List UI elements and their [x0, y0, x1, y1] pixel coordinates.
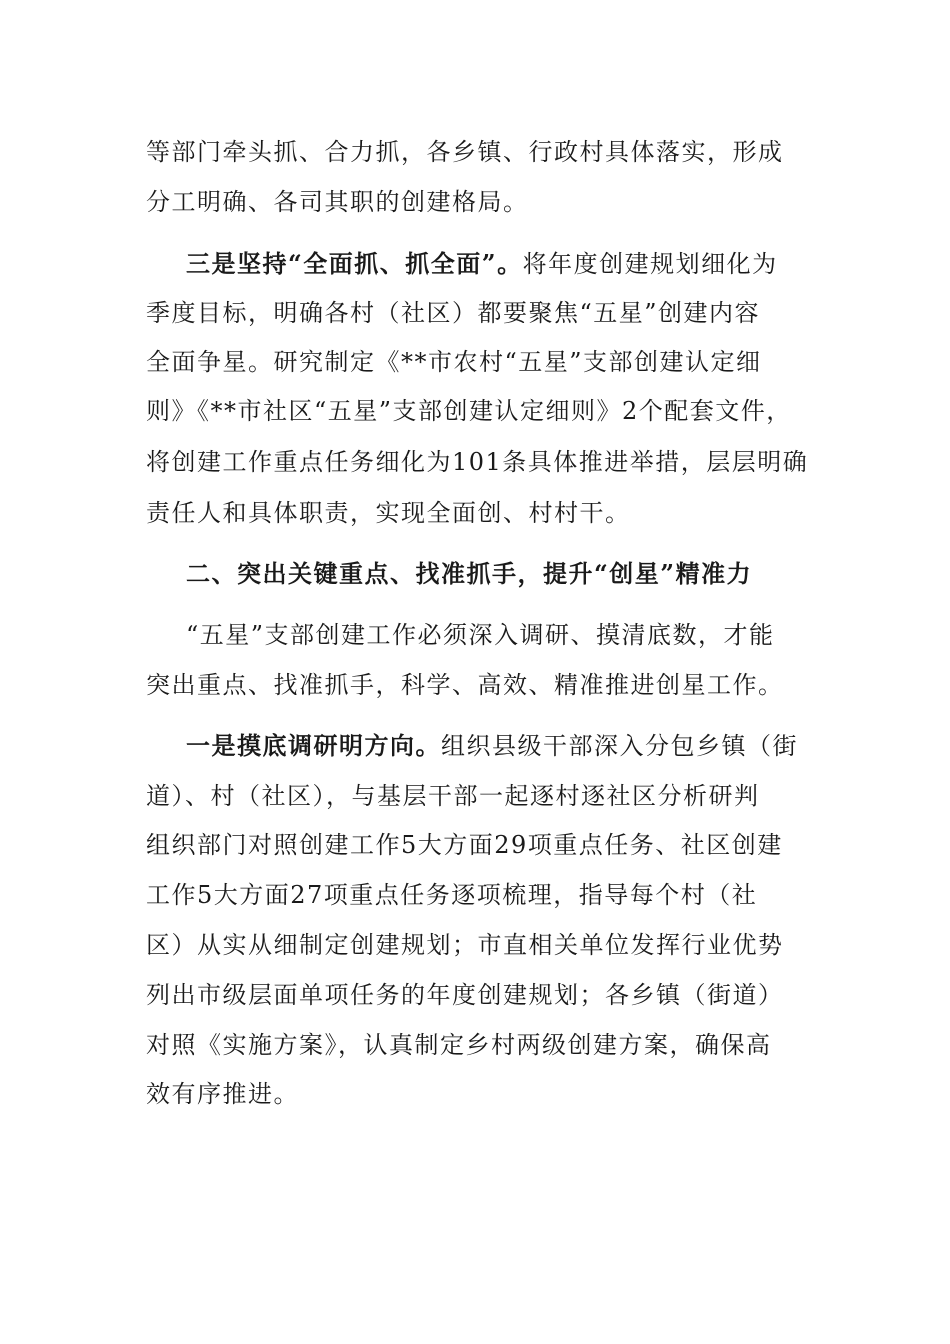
paragraph-line: 组织部门对照创建工作5大方面29项重点任务、社区创建 [146, 831, 783, 859]
paragraph-line: 区）从实从细制定创建规划；市直相关单位发挥行业优势 [146, 931, 784, 959]
paragraph-line: 列出市级层面单项任务的年度创建规划；各乡镇（街道） [146, 981, 784, 1009]
paragraph-line [186, 249, 778, 279]
paragraph-line: 责任人和具体职责，实现全面创、村村干。 [146, 499, 631, 527]
paragraph-lead: 三是坚持“全面抓、抓全面”。 [186, 249, 523, 278]
paragraph-line: “五星”支部创建工作必须深入调研、摸清底数，才能 [186, 621, 775, 649]
paragraph-lead: 一是摸底调研明方向。 [186, 731, 441, 760]
paragraph-line: 突出重点、找准抓手，科学、高效、精准推进创星工作。 [146, 671, 784, 699]
paragraph-line [186, 731, 798, 761]
paragraph-line: 工作5大方面27项重点任务逐项梳理，指导每个村（社 [146, 881, 758, 909]
paragraph-line: 道）、村（社区），与基层干部一起逐村逐社区分析研判 [146, 782, 760, 810]
section-heading: 二、突出关键重点、找准抓手，提升“创星”精准力 [186, 559, 753, 588]
paragraph-line: 季度目标，明确各村（社区）都要聚焦“五星”创建内容 [146, 299, 761, 327]
paragraph-line: 等部门牵头抓、合力抓，各乡镇、行政村具体落实，形成 [146, 138, 784, 166]
paragraph-line: 分工明确、各司其职的创建格局。 [146, 188, 529, 216]
paragraph-line: 对照《实施方案》，认真制定乡村两级创建方案，确保高 [146, 1031, 772, 1059]
paragraph-line: 则》《**市社区“五星”支部创建认定细则》2个配套文件， [146, 397, 792, 425]
paragraph-line: 全面争星。研究制定《**市农村“五星”支部创建认定细 [146, 348, 762, 376]
paragraph-line: 效有序推进。 [146, 1080, 299, 1108]
paragraph-line: 将创建工作重点任务细化为101条具体推进举措，层层明确 [146, 448, 809, 476]
paragraph-text: 将年度创建规划细化为 [522, 250, 778, 278]
paragraph-text: 组织县级干部深入分包乡镇（街 [441, 732, 798, 760]
